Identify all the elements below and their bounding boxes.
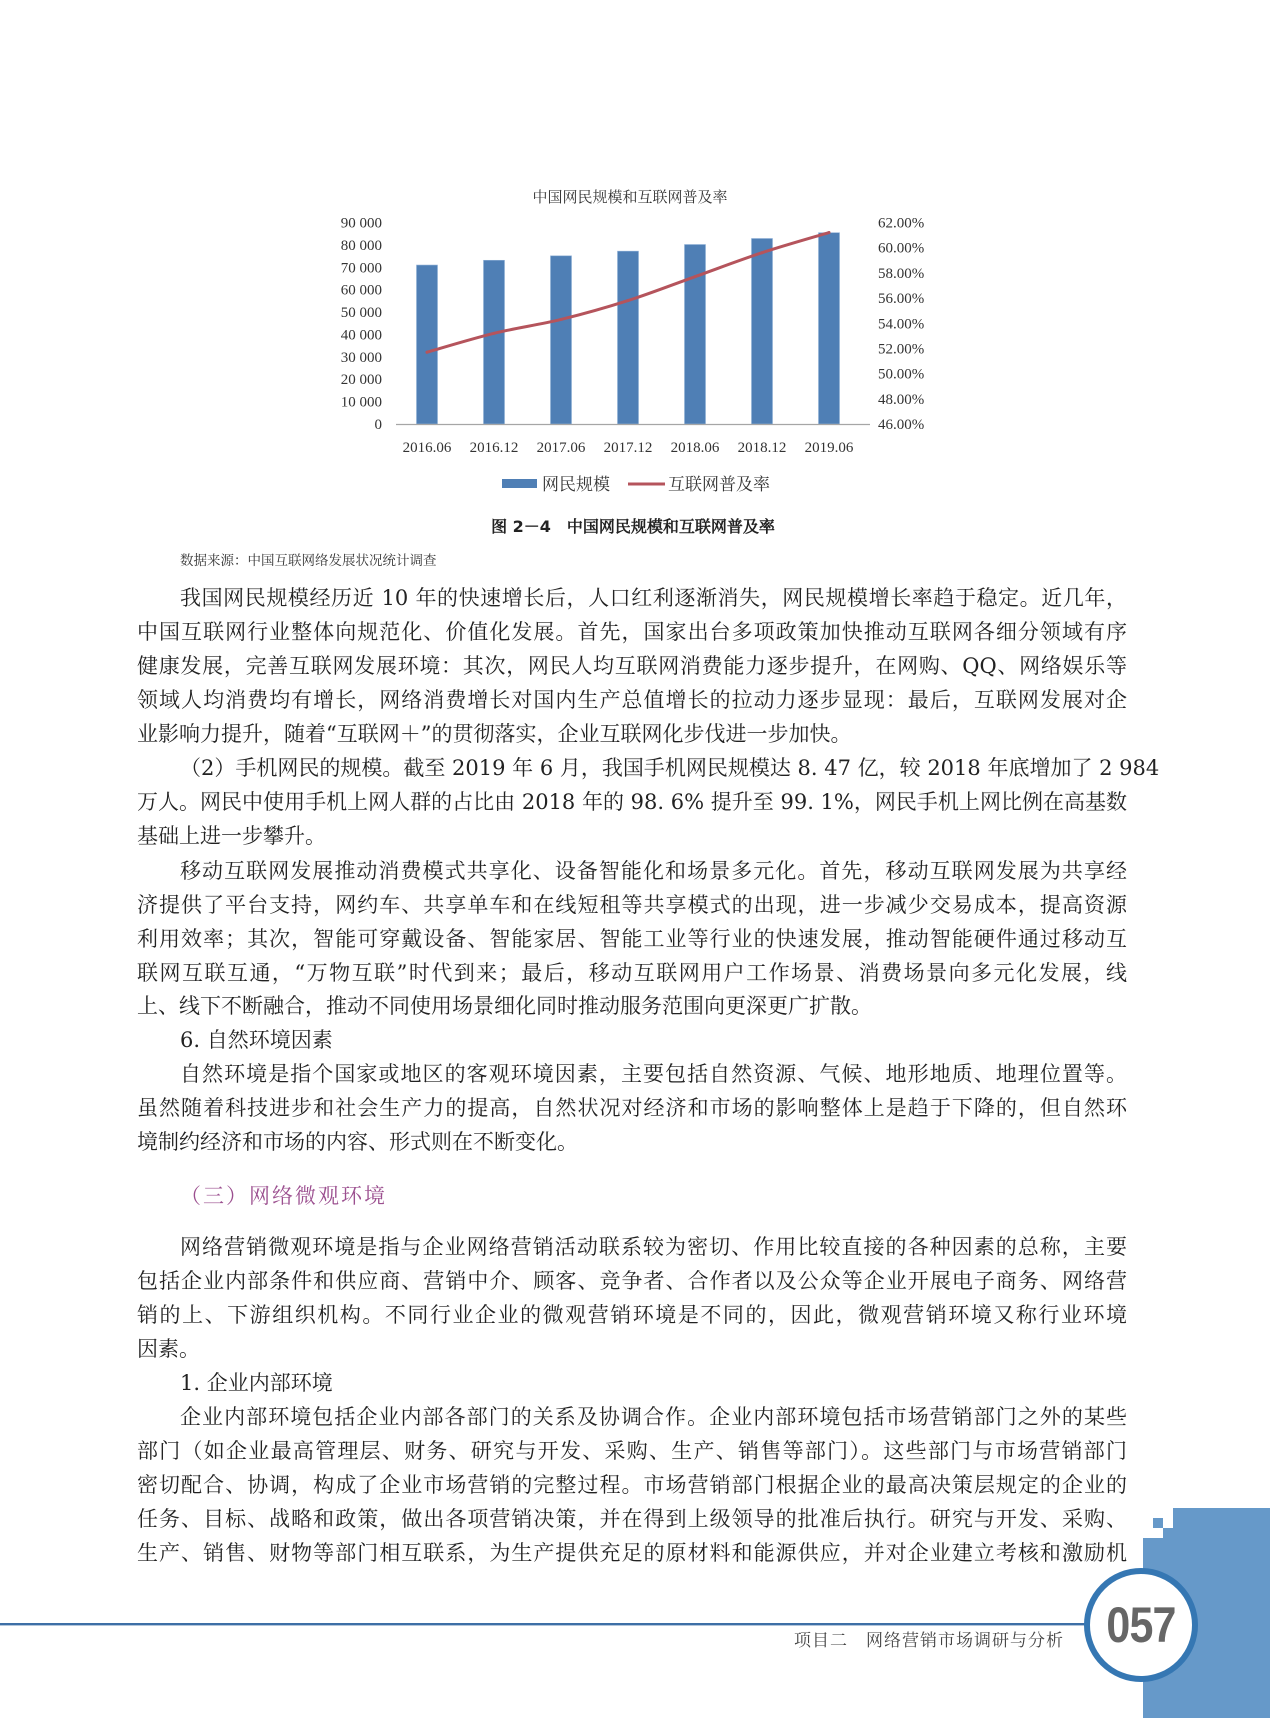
body-line: （2）手机网民的规模。截至 2019 年 6 月，我国手机网民规模达 8. 47 亿，较 2018 年底增加了 2 984 (180, 756, 1160, 780)
body-line: 包括企业内部条件和供应商、营销中介、顾客、竞争者、合作者以及公众等企业开展电子商务、网络营 (137, 1269, 1127, 1293)
x-tick-label: 2017.12 (603, 440, 653, 456)
y-right-tick-label: 56.00% (878, 291, 925, 308)
band-pixel-square (1153, 1518, 1163, 1528)
legend-label-netizens: 网民规模 (542, 475, 610, 494)
running-footer-title: 项目二 网络营销市场调研与分析 (794, 1631, 1064, 1651)
section-heading: （三）网络微观环境 (180, 1184, 387, 1208)
x-tick-label: 2016.12 (469, 440, 519, 456)
body-line: 生产、销售、财物等部门相互联系，为生产提供充足的原材料和能源供应，并对企业建立考核和激励机 (137, 1541, 1127, 1565)
y-right-tick-label: 60.00% (878, 240, 925, 257)
x-tick-label: 2016.06 (402, 440, 452, 456)
body-line: 移动互联网发展推动消费模式共享化、设备智能化和场景多元化。首先，移动互联网发展为共享经 (180, 859, 1127, 883)
body-line: 基础上进一步攀升。 (137, 824, 326, 848)
body-line: 利用效率；其次，智能可穿戴设备、智能家居、智能工业等行业的快速发展，推动智能硬件通过移动互 (137, 927, 1127, 951)
x-tick-label: 2019.06 (804, 440, 854, 456)
chart-title: 中国网民规模和互联网普及率 (532, 190, 728, 206)
body-line: 上、线下不断融合，推动不同使用场景细化同时推动服务范围向更深更广扩散。 (137, 994, 872, 1018)
footer-rule-line (0, 1623, 1090, 1625)
body-line: 企业内部环境包括企业内部各部门的关系及协调合作。企业内部环境包括市场营销部门之外的某些 (180, 1405, 1127, 1429)
x-tick-label: 2018.12 (737, 440, 787, 456)
x-tick-label: 2018.06 (670, 440, 720, 456)
body-line: 业影响力提升，随着“互联网＋”的贯彻落实，企业互联网化步伐进一步加快。 (137, 722, 852, 746)
body-line: 健康发展，完善互联网发展环境：其次，网民人均互联网消费能力逐步提升，在网购、QQ、网络娱乐等 (137, 654, 1127, 678)
y-left-tick-label: 30 000 (340, 349, 382, 366)
y-left-tick-label: 20 000 (340, 372, 382, 389)
body-line: 我国网民规模经历近 10 年的快速增长后，人口红利逐渐消失，网民规模增长率趋于稳定。近几年， (180, 586, 1127, 610)
legend-label-penetration: 互联网普及率 (668, 475, 770, 494)
y-left-tick-label: 0 (374, 417, 382, 433)
x-tick-label: 2017.06 (536, 440, 586, 456)
figure-source: 数据来源：中国互联网络发展状况统计调查 (180, 553, 437, 569)
body-line: 部门（如企业最高管理层、财务、研究与开发、采购、生产、销售等部门）。这些部门与市场营销部门 (137, 1439, 1127, 1463)
y-right-tick-label: 52.00% (878, 341, 925, 358)
y-left-tick-label: 70 000 (340, 260, 382, 277)
body-line: 任务、目标、战略和政策，做出各项营销决策，并在得到上级领导的批准后执行。研究与开发、采购、 (137, 1507, 1127, 1531)
y-right-tick-label: 62.00% (878, 215, 925, 232)
body-line: 因素。 (137, 1337, 200, 1361)
body-line: 网络营销微观环境是指与企业网络营销活动联系较为密切、作用比较直接的各种因素的总称，主要 (180, 1235, 1127, 1259)
body-line: 销的上、下游组织机构。不同行业企业的微观营销环境是不同的，因此，微观营销环境又称行业环境 (137, 1303, 1127, 1327)
y-right-tick-label: 48.00% (878, 391, 925, 408)
y-left-tick-label: 60 000 (340, 282, 382, 299)
body-line: 万人。网民中使用手机上网人群的占比由 2018 年的 98. 6% 提升至 99. 1%，网民手机上网比例在高基数 (137, 790, 1127, 814)
body-line: 自然环境是指个国家或地区的客观环境因素，主要包括自然资源、气候、地形地质、地理位置等。 (180, 1062, 1127, 1086)
y-left-tick-label: 90 000 (340, 215, 382, 232)
y-left-tick-label: 40 000 (340, 327, 382, 344)
body-line: 济提供了平台支持，网约车、共享单车和在线短租等共享模式的出现，进一步减少交易成本，提高资源 (137, 893, 1127, 917)
y-right-tick-label: 54.00% (878, 316, 925, 333)
page-number: 057 (1106, 1597, 1176, 1653)
y-right-tick-label: 46.00% (878, 417, 925, 433)
y-left-tick-label: 80 000 (340, 237, 382, 254)
figure-caption: 图 2－4 中国网民规模和互联网普及率 (491, 517, 775, 536)
y-right-tick-label: 50.00% (878, 366, 925, 383)
y-left-tick-label: 10 000 (340, 394, 382, 411)
body-line: 密切配合、协调，构成了企业市场营销的完整过程。市场营销部门根据企业的最高决策层规定的企业的 (137, 1473, 1127, 1497)
subheading-natural-environment: 6. 自然环境因素 (180, 1028, 333, 1052)
subheading-internal-environment: 1. 企业内部环境 (180, 1371, 333, 1395)
y-left-tick-label: 50 000 (340, 305, 382, 322)
body-line: 领域人均消费均有增长，网络消费增长对国内生产总值增长的拉动力逐步显现：最后，互联网发展对企 (137, 688, 1127, 712)
y-right-tick-label: 58.00% (878, 265, 925, 282)
body-line: 境制约经济和市场的内容、形式则在不断变化。 (137, 1130, 578, 1154)
body-line: 虽然随着科技进步和社会生产力的提高，自然状况对经济和市场的影响整体上是趋于下降的，但自然环 (137, 1096, 1127, 1120)
body-line: 中国互联网行业整体向规范化、价值化发展。首先，国家出台多项政策加快推动互联网各细分领域有序 (137, 620, 1127, 644)
body-line: 联网互联互通，“万物互联”时代到来；最后，移动互联网用户工作场景、消费场景向多元化发展，线 (137, 961, 1127, 985)
